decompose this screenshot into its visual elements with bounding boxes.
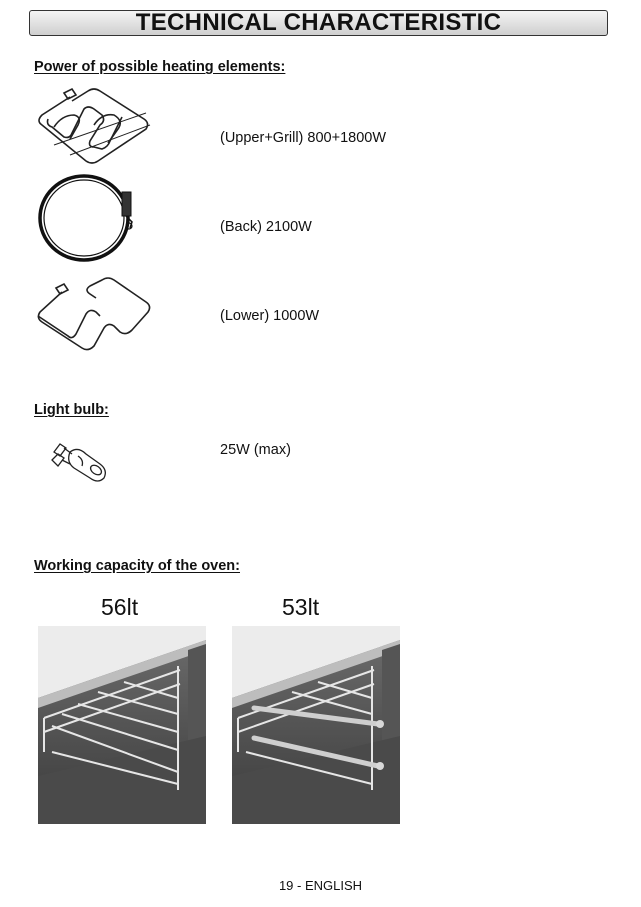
page-title: TECHNICAL CHARACTERISTIC [135, 9, 502, 36]
heating-heading: Power of possible heating elements: [34, 59, 286, 75]
capacity-heading: Working capacity of the oven: [34, 558, 240, 574]
page-footer: 19 - ENGLISH [278, 878, 363, 893]
back-ring-spec: (Back) 2100W [220, 219, 312, 235]
back-ring-element-icon [34, 172, 138, 266]
bulb-spec: 25W (max) [220, 442, 291, 458]
page-title-bar [29, 10, 608, 36]
bulb-heading: Light bulb: [34, 402, 109, 418]
upper-grill-element-icon [34, 85, 152, 167]
oven-56lt-image [38, 626, 206, 824]
oven-53lt-label: 53lt [282, 594, 320, 620]
oven-56lt-label: 56lt [101, 594, 139, 620]
light-bulb-icon [50, 438, 110, 486]
upper-grill-spec: (Upper+Grill) 800+1800W [220, 130, 387, 146]
lower-element-icon [34, 272, 154, 354]
oven-53lt-image [232, 626, 400, 824]
lower-spec: (Lower) 1000W [220, 308, 320, 324]
